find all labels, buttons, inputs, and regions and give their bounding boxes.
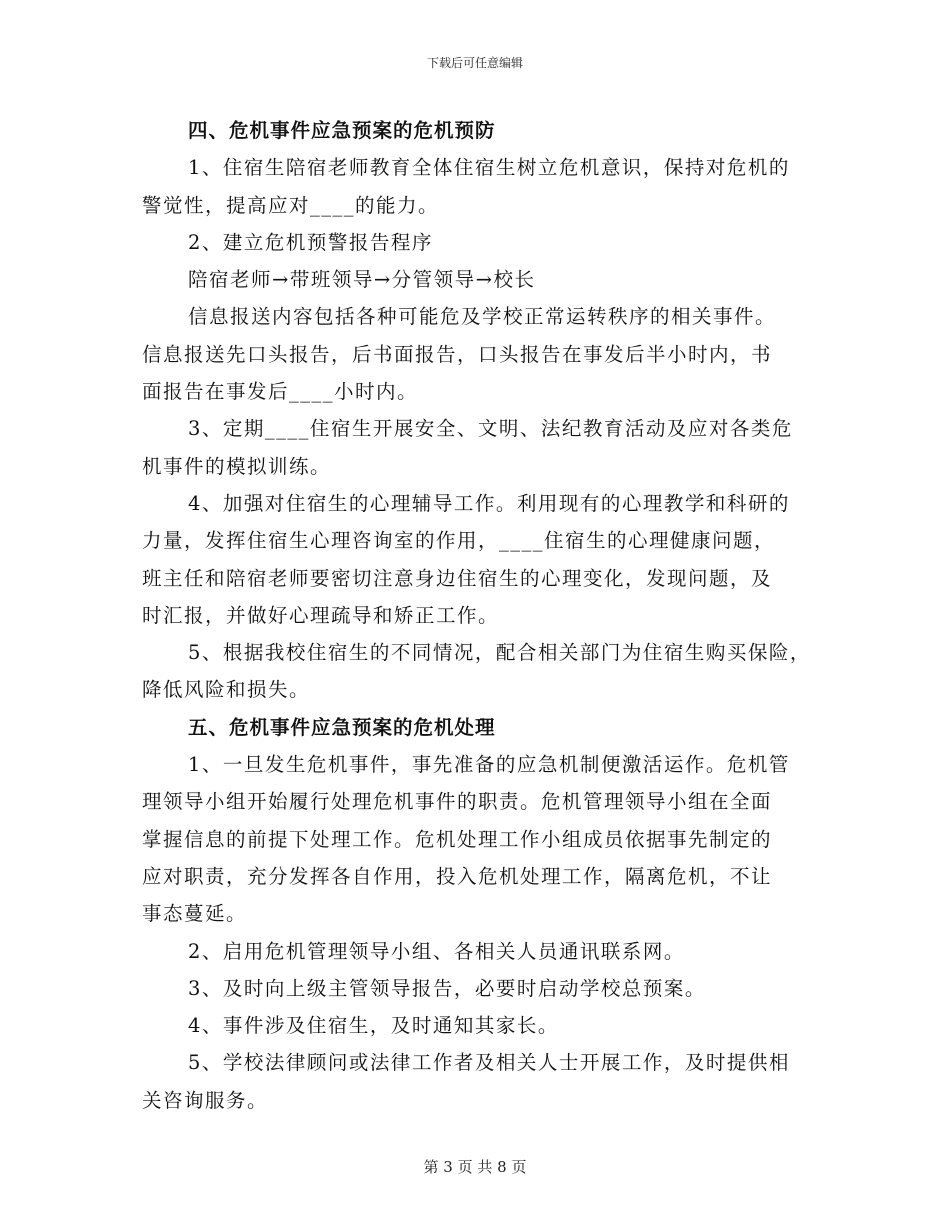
paragraph-line: 应对职责，充分发挥各自作用，投入危机处理工作，隔离危机，不让 xyxy=(142,864,773,888)
paragraph-line: 4、加强对住宿生的心理辅导工作。利用现有的心理教学和科研的 xyxy=(188,491,790,515)
section-heading: 五、危机事件应急预案的危机处理 xyxy=(188,715,496,739)
paragraph-line: 掌握信息的前提下处理工作。危机处理工作小组成员依据事先制定的 xyxy=(142,827,773,851)
paragraph-line: 2、建立危机预警报告程序 xyxy=(188,230,433,254)
paragraph-line: 信息报送内容包括各种可能危及学校正常运转秩序的相关事件。 xyxy=(188,305,777,329)
paragraph-line: 理领导小组开始履行处理危机事件的职责。危机管理领导小组在全面 xyxy=(142,790,773,814)
paragraph-line: 1、住宿生陪宿老师教育全体住宿生树立危机意识，保持对危机的 xyxy=(188,156,790,180)
paragraph-line: 2、启用危机管理领导小组、各相关人员通讯联系网。 xyxy=(188,939,685,963)
paragraph-line: 降低风险和损失。 xyxy=(142,678,311,702)
paragraph-line: 面报告在事发后____小时内。 xyxy=(142,380,419,404)
paragraph-line: 信息报送先口头报告，后书面报告，口头报告在事发后半小时内，书 xyxy=(142,342,773,366)
paragraph-line: 警觉性，提高应对____的能力。 xyxy=(142,193,440,217)
paragraph-line: 力量，发挥住宿生心理咨询室的作用，____住宿生的心理健康问题， xyxy=(142,529,776,553)
paragraph-line: 时汇报，并做好心理疏导和矫正工作。 xyxy=(142,603,500,627)
page-number: 第 3 页 共 8 页 xyxy=(423,1158,527,1176)
paragraph-line: 关咨询服务。 xyxy=(142,1088,269,1112)
paragraph-line: 1、一旦发生危机事件，事先准备的应急机制便激活运作。危机管 xyxy=(188,753,790,777)
paragraph-line: 机事件的模拟训练。 xyxy=(142,454,332,478)
paragraph-line: 5、根据我校住宿生的不同情况，配合相关部门为住宿生购买保险， xyxy=(188,641,811,665)
paragraph-line: 陪宿老师→带班领导→分管领导→校长 xyxy=(188,268,536,292)
paragraph-line: 班主任和陪宿老师要密切注意身边住宿生的心理变化，发现问题，及 xyxy=(142,566,773,590)
paragraph-line: 3、定期____住宿生开展安全、文明、法纪教育活动及应对各类危 xyxy=(188,417,793,441)
paragraph-line: 4、事件涉及住宿生，及时通知其家长。 xyxy=(188,1014,559,1038)
header-note: 下载后可任意编辑 xyxy=(426,56,523,70)
section-heading: 四、危机事件应急预案的危机预防 xyxy=(188,119,496,142)
document-body xyxy=(142,112,822,1119)
paragraph-line: 3、及时向上级主管领导报告，必要时启动学校总预案。 xyxy=(188,976,706,1000)
paragraph-line: 事态蔓延。 xyxy=(142,902,248,926)
paragraph-line: 5、学校法律顾问或法律工作者及相关人士开展工作，及时提供相 xyxy=(188,1051,790,1075)
